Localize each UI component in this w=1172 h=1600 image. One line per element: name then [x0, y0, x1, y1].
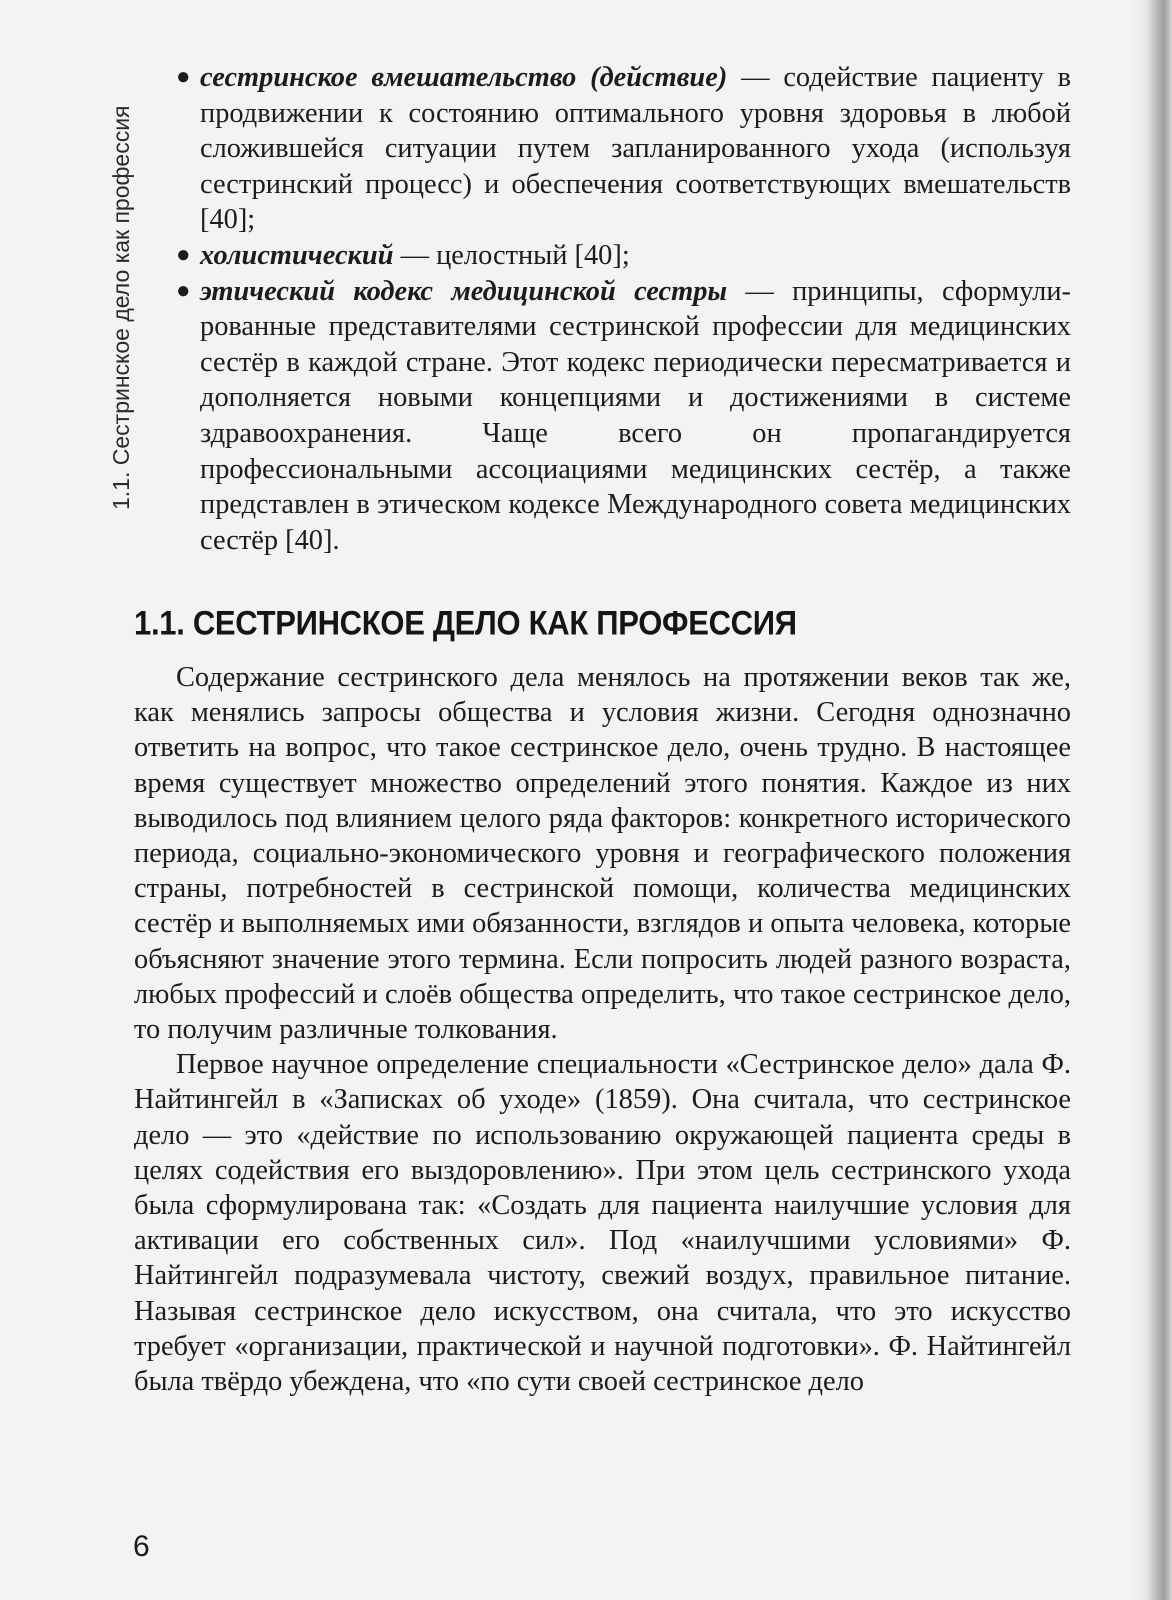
body-text	[134, 660, 1071, 1399]
definition-item	[176, 238, 1071, 274]
definition-text: — принципы, сформулированные представителями сестринской профессии для медицинских сестёр в каждой стране. Этот кодекс периодически пересматривается и дополняется новыми концепциями и достижениями в системе здравоохранения. Чаще всего он пропагандируется профессиональными ассоциациями медицинских сестёр, а также представлен в этическом кодексе Международного совета медицинских сестёр [40].	[200, 275, 1071, 556]
page-gutter-shadow	[1132, 0, 1172, 1600]
bullet-icon: ●	[176, 277, 191, 304]
page-number: 6	[133, 1530, 150, 1563]
definition-text: — целостный [40];	[393, 239, 630, 271]
running-head: 1.1. Сестринское дело как профессия	[108, 105, 134, 510]
definition-item	[176, 60, 1071, 238]
definition-text: — содействие пациенту в продвижении к состоянию оптимального уровня здоровья в любой сложившейся ситуации путем запланированного ухода (используя сестринский процесс) и обеспечения соответствующих вмешательств [40];	[200, 62, 1071, 236]
definition-term: сестринское вмешательство (действие)	[200, 62, 728, 93]
bullet-icon: ●	[176, 241, 191, 268]
paragraph: Первое научное определение специальности «Сестринское дело» дала Ф. Найтингейл в «Записках об уходе» (1859). Она считала, что сестринское дело — это «действие по использованию окружающей пациента среды в целях содействия его выздоровлению». При этом цель сестринского ухода была сформулирована так: «Создать для пациента наилучшие условия для активации его собственных сил». Под «наилучшими условиями» Ф. Найтингейл подразумевала чистоту, свежий воздух, правильное питание. Называя сестринское дело искусством, она считала, что это искусство требует «организации, практической и научной подготовки». Ф. Найтингейл была твёрдо убеждена, что «по сути своей сестринское дело	[134, 1049, 1071, 1398]
definition-term: этический кодекс медицинской сестры	[200, 275, 728, 307]
definition-item	[176, 274, 1071, 559]
bullet-icon: ●	[176, 64, 191, 90]
section-heading: 1.1. СЕСТРИНСКОЕ ДЕЛО КАК ПРОФЕССИЯ	[134, 603, 797, 643]
definition-list	[176, 60, 1071, 558]
definition-term: холистический	[200, 239, 394, 271]
paragraph: Содержание сестринского дела менялось на протяжении веков так же, как менялись запросы общества и условия жизни. Сегодня однозначно ответить на вопрос, что такое сестринское дело, очень трудно. В настоящее время существует множество определений этого понятия. Каждое из них выводилось под влиянием целого ряда факторов: конкретного исторического периода, социально-экономического уровня и географического положения страны, потребностей в сестринской помощи, количества медицинских сестёр и выполняемых ими обязанности, взглядов и опыта человека, которые объясняют значение этого термина. Если попросить людей разного возраста, любых профессий и слоёв общества определить, что такое сестринское дело, то получим различные толкования.	[134, 662, 1071, 1046]
